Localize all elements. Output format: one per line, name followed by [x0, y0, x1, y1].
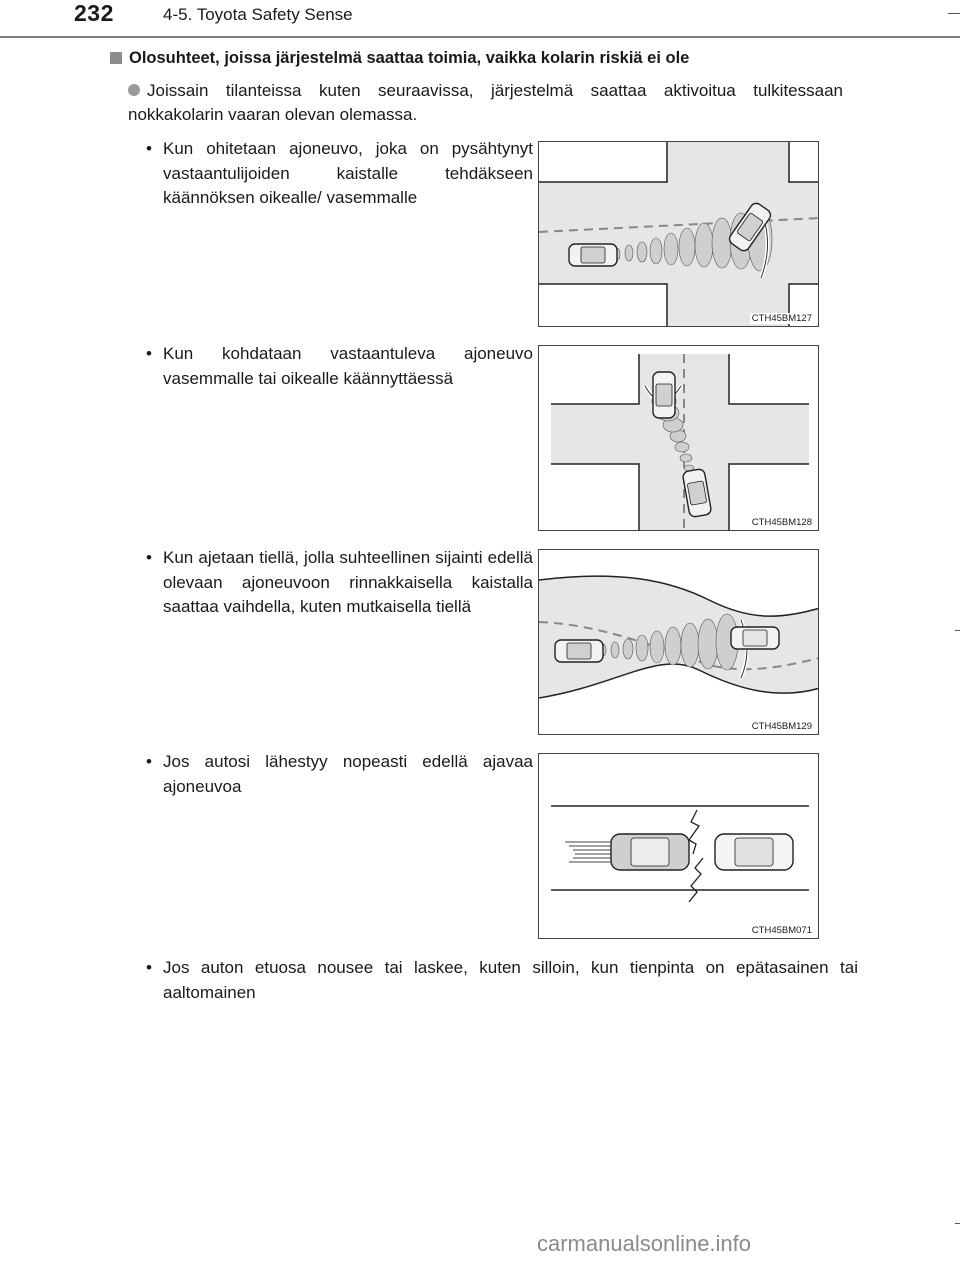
header-rule: [0, 36, 960, 38]
list-item: [146, 956, 858, 1005]
list-item-text: Jos auton etuosa nousee tai laskee, kuten silloin, kun tienpinta on epätasainen tai aaltomainen: [163, 958, 858, 1002]
section-title: 4-5. Toyota Safety Sense: [163, 5, 353, 24]
bullet-symbol: •: [146, 344, 152, 363]
list-item: [146, 137, 533, 211]
bullet-symbol: •: [146, 139, 152, 158]
list-item: [146, 750, 533, 799]
figure-oncoming-vehicle-turn: [538, 345, 819, 531]
list-item: [146, 342, 533, 391]
figure-rapid-approach: [538, 753, 819, 939]
intro-text: Joissain tilanteissa kuten seuraavissa, järjestelmä saattaa aktivoitua tulkitessaan nokkakolarin vaaran olevan olemassa.: [128, 81, 843, 124]
figure-code: CTH45BM127: [751, 313, 812, 324]
winding-road-illustration: [539, 550, 819, 735]
section-heading: [110, 49, 870, 68]
list-item-text: Kun ajetaan tiellä, jolla suhteellinen sijainti edellä olevaan ajoneuvoon rinnakkaisella kaistalla saattaa vaihdella, kuten mutkaisella tiellä: [163, 548, 533, 616]
figure-code: CTH45BM071: [751, 925, 812, 936]
section-heading-text: Olosuhteet, joissa järjestelmä saattaa toimia, vaikka kolarin riskiä ei ole: [129, 49, 690, 67]
square-bullet-icon: [110, 52, 122, 64]
rapid-approach-illustration: [539, 754, 819, 939]
crop-mark-middle: [955, 630, 960, 631]
watermark: carmanualsonline.info: [537, 1231, 752, 1256]
intro-paragraph: [128, 79, 843, 127]
figure-passing-stopped-vehicle: [538, 141, 819, 327]
figure-code: CTH45BM128: [751, 517, 812, 528]
crossroads-illustration: [539, 346, 819, 531]
list-item-text: Jos autosi lähestyy nopeasti edellä ajavaa ajoneuvoa: [163, 752, 533, 796]
list-item: [146, 546, 533, 620]
circle-bullet-icon: [128, 84, 140, 96]
list-item-text: Kun ohitetaan ajoneuvo, joka on pysähtynyt vastaantulijoiden kaistalle tehdäkseen käännöksen oikealle/ vasemmalle: [163, 139, 533, 207]
bullet-symbol: •: [146, 752, 152, 771]
figure-winding-road: [538, 549, 819, 735]
figure-code: CTH45BM129: [751, 721, 812, 732]
list-item-text: Kun kohdataan vastaantuleva ajoneuvo vasemmalle tai oikealle käännyttäessä: [163, 344, 533, 388]
bullet-symbol: •: [146, 958, 152, 977]
bullet-symbol: •: [146, 548, 152, 567]
page-number: 232: [74, 0, 114, 26]
crop-mark-top: [948, 13, 960, 14]
crop-mark-bottom: [955, 1223, 960, 1224]
intersection-illustration: [539, 142, 819, 327]
